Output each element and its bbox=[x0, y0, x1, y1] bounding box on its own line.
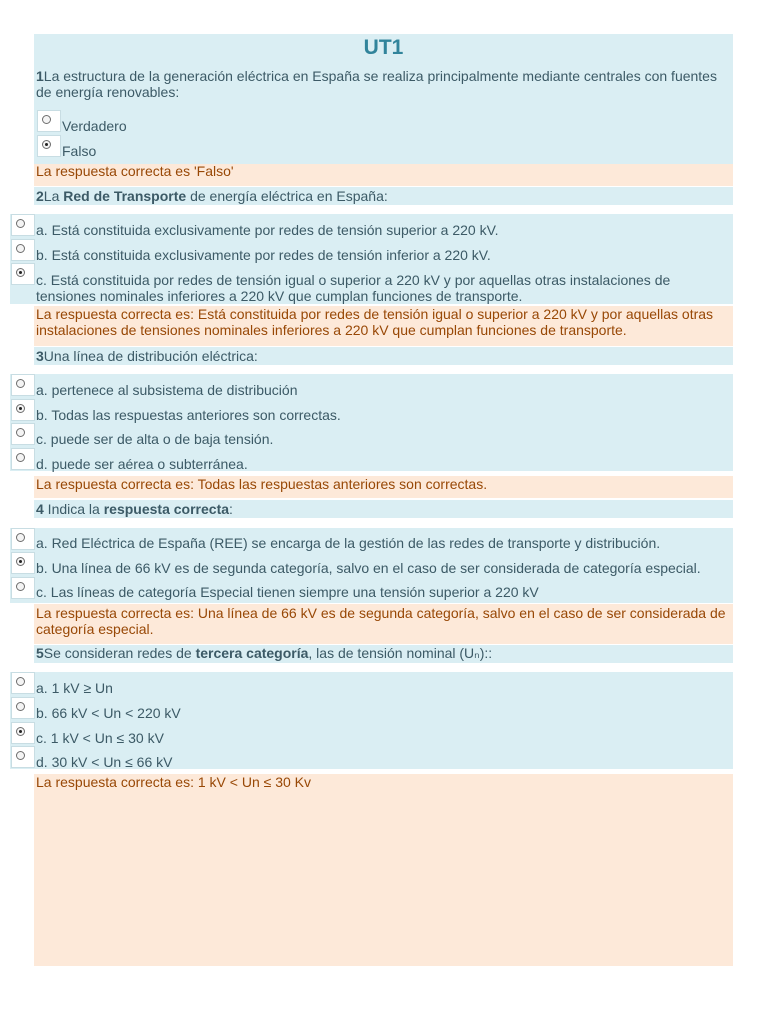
option-label: c. Las líneas de categoría Especial tienen siempre una tensión superior a 220 kV bbox=[36, 584, 539, 600]
question-text-post: de energía eléctrica en España: bbox=[186, 188, 388, 204]
option-radio[interactable] bbox=[11, 423, 35, 445]
answer-1-text: La respuesta correcta es 'Falso' bbox=[36, 163, 234, 179]
question-number: 2 bbox=[36, 188, 44, 204]
page-title: UT1 bbox=[34, 34, 733, 62]
answer-3-text: La respuesta correcta es: Todas las respuestas anteriores son correctas. bbox=[36, 476, 488, 492]
question-text-pre: Se consideran redes de bbox=[43, 645, 196, 661]
option-label: a. pertenece al subsistema de distribución bbox=[36, 382, 298, 398]
option-radio[interactable] bbox=[11, 239, 35, 261]
option-radio[interactable] bbox=[11, 448, 35, 470]
option-radio-selected[interactable] bbox=[11, 722, 35, 744]
option-radio[interactable] bbox=[11, 746, 35, 768]
option-label: b. Está constituida exclusivamente por redes de tensión inferior a 220 kV. bbox=[36, 247, 491, 263]
question-text-post: : bbox=[229, 501, 233, 517]
option-label: a. Está constituida exclusivamente por redes de tensión superior a 220 kV. bbox=[36, 222, 499, 238]
option-label: b. Todas las respuestas anteriores son correctas. bbox=[36, 407, 341, 423]
question-2-text bbox=[36, 188, 388, 204]
option-label: Falso bbox=[62, 143, 97, 159]
option-label: b. Una línea de 66 kV es de segunda categoría, salvo en el caso de ser considerada de categoría especial. bbox=[36, 560, 701, 576]
option-radio[interactable] bbox=[11, 697, 35, 719]
option-radio-selected[interactable] bbox=[11, 399, 35, 421]
question-text-bold: Red de Transporte bbox=[63, 188, 187, 204]
option-radio[interactable] bbox=[11, 374, 35, 396]
option-radio-selected[interactable] bbox=[11, 552, 35, 574]
question-text-pre: La bbox=[43, 188, 64, 204]
option-label: c. 1 kV < Un ≤ 30 kV bbox=[36, 730, 164, 746]
question-number: 1 bbox=[36, 68, 44, 84]
option-radio[interactable] bbox=[37, 110, 61, 132]
option-radio-selected[interactable] bbox=[11, 263, 35, 285]
answer-4-text: La respuesta correcta es: Una línea de 66 kV es de segunda categoría, salvo en el caso de ser considerada de categoría especial. bbox=[36, 605, 726, 637]
question-5-text bbox=[36, 645, 492, 661]
option-label: a. Red Eléctrica de España (REE) se encarga de la gestión de las redes de transporte y distribución. bbox=[36, 535, 661, 551]
question-text-pre: Indica la bbox=[43, 501, 104, 517]
question-text: Una línea de distribución eléctrica: bbox=[43, 348, 258, 364]
option-label: c. puede ser de alta o de baja tensión. bbox=[36, 431, 274, 447]
answer-5-block bbox=[34, 774, 733, 966]
option-label: a. 1 kV ≥ Un bbox=[36, 680, 113, 696]
option-label: d. puede ser aérea o subterránea. bbox=[36, 456, 248, 472]
answer-5-text: La respuesta correcta es: 1 kV < Un ≤ 30 Kv bbox=[36, 774, 311, 790]
question-text-post: , las de tensión nominal (Uₙ):: bbox=[308, 645, 493, 661]
question-text-bold: tercera categoría bbox=[195, 645, 309, 661]
option-label: c. Está constituida por redes de tensión igual o superior a 220 kV y por aquellas otras instalaciones de tensiones nominales inferiores a 220 kV que cumplan funciones de transporte. bbox=[36, 272, 671, 304]
question-number: 4 bbox=[36, 501, 44, 517]
question-number: 3 bbox=[36, 348, 44, 364]
option-radio[interactable] bbox=[11, 214, 35, 236]
question-1-text bbox=[36, 68, 731, 100]
question-number: 5 bbox=[36, 645, 44, 661]
question-text: La estructura de la generación eléctrica en España se realiza principalmente mediante centrales con fuentes de energía renovables: bbox=[36, 68, 717, 100]
option-radio[interactable] bbox=[11, 672, 35, 694]
question-4-text bbox=[36, 501, 233, 517]
option-radio[interactable] bbox=[11, 577, 35, 599]
option-label: b. 66 kV < Un < 220 kV bbox=[36, 705, 181, 721]
option-label: d. 30 kV < Un ≤ 66 kV bbox=[36, 754, 173, 770]
option-label: Verdadero bbox=[62, 118, 127, 134]
question-text-bold: respuesta correcta bbox=[103, 501, 230, 517]
answer-2-text: La respuesta correcta es: Está constituida por redes de tensión igual o superior a 220 kV y por aquellas otras instalaciones de tensiones nominales inferiores a 220 kV que cumplan funciones de transporte. bbox=[36, 306, 714, 338]
option-radio[interactable] bbox=[11, 528, 35, 550]
option-radio-selected[interactable] bbox=[37, 135, 61, 157]
question-3-text bbox=[36, 348, 258, 364]
